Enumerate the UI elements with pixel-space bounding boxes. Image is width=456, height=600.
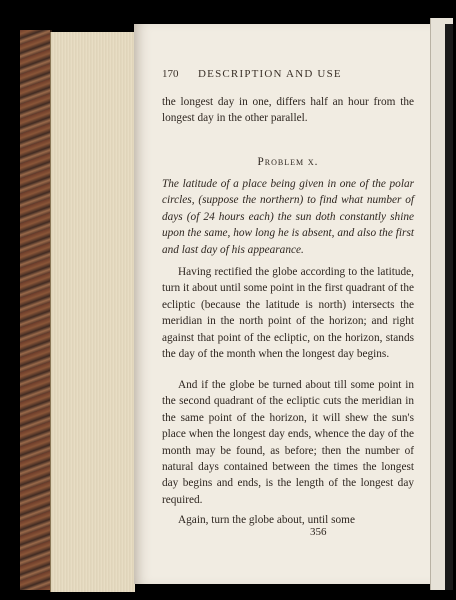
running-head: DESCRIPTION AND USE <box>198 68 342 80</box>
paragraph-1: the longest day in one, differs half an hour from the longest day in the other parallel. <box>162 96 414 125</box>
book <box>20 18 452 584</box>
page-stack-edge <box>50 32 135 592</box>
paragraph-3: And if the globe be turned about till some point in the second quadrant of the ecliptic cuts the meridian in the same point of the horizon, it will shew the sun's place when the longest day ends, whence the day of the month may be found, as before; then the number of natural days contained between the times the longest day begins and ends, is the length of the longest day required. <box>162 379 414 506</box>
problem-statement: The latitude of a place being given in one of the polar circles, (suppose the northern) to find what number of days (of 24 hours each) the sun doth constantly shine upon the same, how long he is absent, and also the first and last day of his appearance. <box>162 178 414 256</box>
marbled-cover-edge <box>20 30 52 590</box>
shadow-edge <box>445 24 453 590</box>
paragraph-2: Having rectified the globe according to the latitude, turn it about until some point in the first quadrant of the ecliptic (because the latitude is north) intersects the meridian in the north point of the horizon; and right against that point of the ecliptic, on the horizon, stands the day of the month when the longest day begins. <box>162 266 414 361</box>
paragraph-4: Again, turn the globe about, until some <box>178 514 355 526</box>
problem-title: Problem x. <box>257 156 319 168</box>
book-page <box>134 24 430 584</box>
page-number: 170 <box>162 68 179 80</box>
problem-heading <box>162 156 414 168</box>
facing-page-edge <box>430 18 453 590</box>
catchword: 356 <box>310 526 327 538</box>
